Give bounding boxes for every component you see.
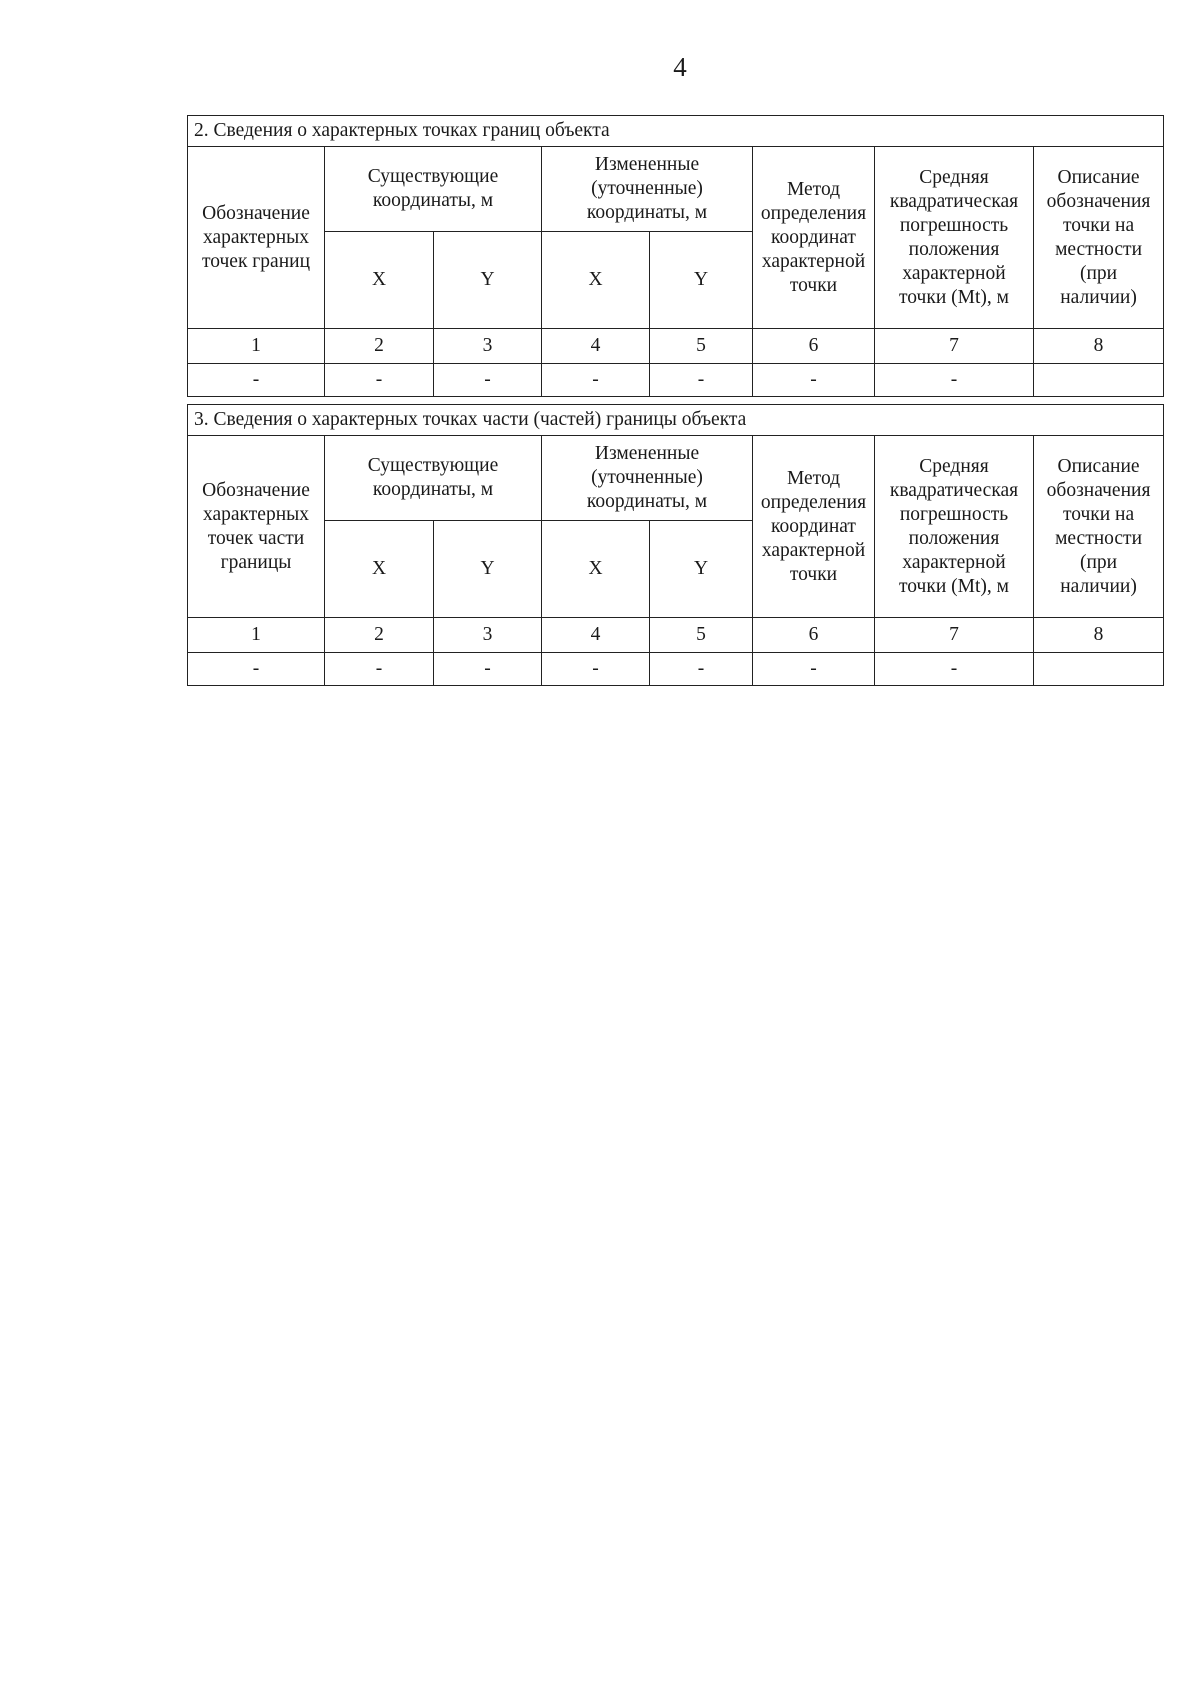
cell-designation: - [188, 364, 325, 397]
header-mean-square-error: Средняя квадратическая погрешность положения характерной точки (Mt), м [875, 436, 1034, 618]
boundary-points-table [187, 115, 1164, 397]
table-row [188, 364, 1164, 397]
cell-changed-y: - [650, 653, 753, 686]
header-changed-coordinates: Измененные (уточненные) координаты, м [542, 147, 753, 232]
header-changed-coordinates: Измененные (уточненные) координаты, м [542, 436, 753, 521]
section-title: 3. Сведения о характерных точках части (частей) границы объекта [188, 405, 1164, 436]
column-number: 4 [542, 329, 650, 364]
column-number: 4 [542, 618, 650, 653]
column-number: 3 [434, 618, 542, 653]
column-number: 6 [753, 618, 875, 653]
column-number: 1 [188, 329, 325, 364]
header-existing-coordinates: Существующие координаты, м [325, 436, 542, 521]
header-method: Метод определения координат характерной точки [753, 147, 875, 329]
column-number: 2 [325, 329, 434, 364]
cell-description [1034, 653, 1164, 686]
cell-changed-x: - [542, 364, 650, 397]
column-numbers-row [188, 618, 1164, 653]
cell-changed-y: - [650, 364, 753, 397]
cell-existing-y: - [434, 364, 542, 397]
header-description: Описание обозначения точки на местности (при наличии) [1034, 436, 1164, 618]
cell-changed-x: - [542, 653, 650, 686]
page-number: 4 [673, 52, 687, 82]
cell-existing-x: - [325, 653, 434, 686]
header-method: Метод определения координат характерной точки [753, 436, 875, 618]
column-number: 8 [1034, 329, 1164, 364]
cell-description [1034, 364, 1164, 397]
header-existing-coordinates: Существующие координаты, м [325, 147, 542, 232]
section-2-boundary-points [187, 115, 1163, 397]
header-changed-y: Y [650, 232, 753, 329]
header-changed-x: X [542, 232, 650, 329]
column-number: 6 [753, 329, 875, 364]
cell-error: - [875, 653, 1034, 686]
column-number: 2 [325, 618, 434, 653]
header-changed-x: X [542, 521, 650, 618]
cell-designation: - [188, 653, 325, 686]
header-existing-x: X [325, 521, 434, 618]
cell-existing-y: - [434, 653, 542, 686]
cell-error: - [875, 364, 1034, 397]
column-number: 3 [434, 329, 542, 364]
section-3-part-boundary-points [187, 404, 1163, 686]
header-designation: Обозначение характерных точек границ [188, 147, 325, 329]
header-existing-y: Y [434, 232, 542, 329]
header-existing-x: X [325, 232, 434, 329]
section-title: 2. Сведения о характерных точках границ объекта [188, 116, 1164, 147]
column-number: 7 [875, 329, 1034, 364]
header-changed-y: Y [650, 521, 753, 618]
cell-method: - [753, 364, 875, 397]
header-description: Описание обозначения точки на местности (при наличии) [1034, 147, 1164, 329]
column-number: 1 [188, 618, 325, 653]
part-boundary-points-table [187, 404, 1164, 686]
header-mean-square-error: Средняя квадратическая погрешность положения характерной точки (Mt), м [875, 147, 1034, 329]
cell-method: - [753, 653, 875, 686]
column-number: 5 [650, 618, 753, 653]
column-number: 7 [875, 618, 1034, 653]
table-row [188, 653, 1164, 686]
header-designation: Обозначение характерных точек части границы [188, 436, 325, 618]
header-existing-y: Y [434, 521, 542, 618]
column-number: 8 [1034, 618, 1164, 653]
column-numbers-row [188, 329, 1164, 364]
cell-existing-x: - [325, 364, 434, 397]
column-number: 5 [650, 329, 753, 364]
